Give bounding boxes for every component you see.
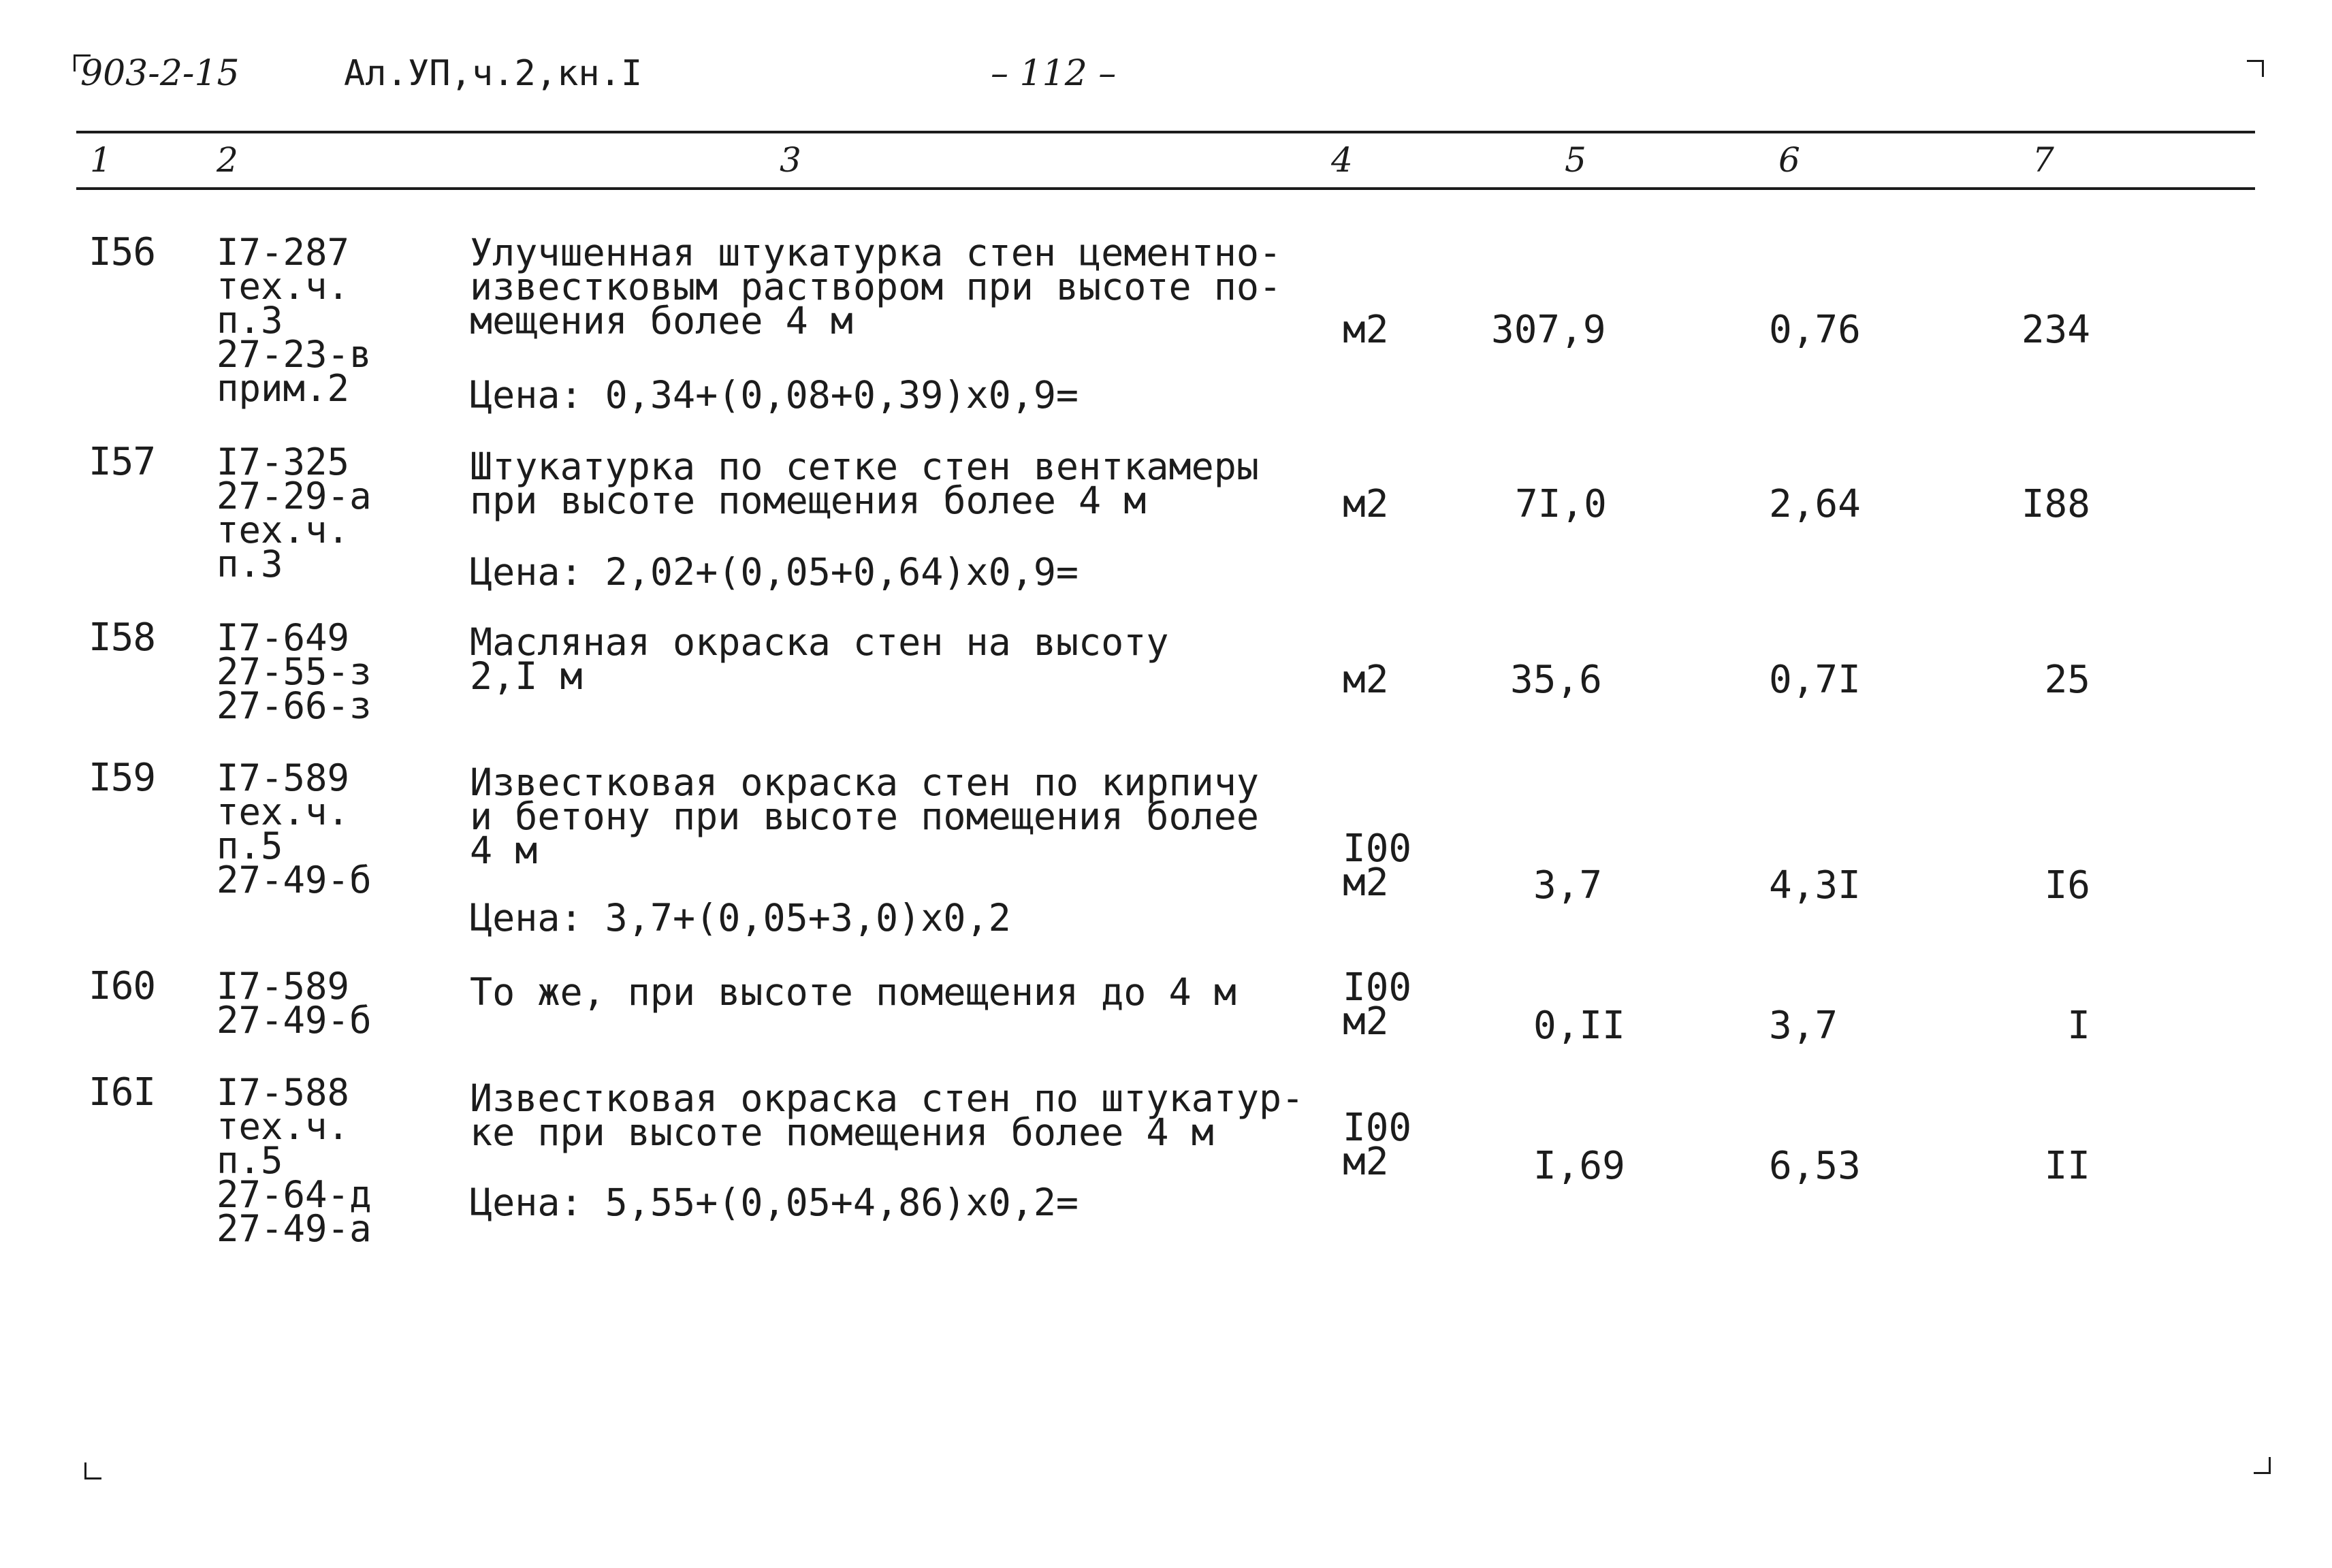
album-reference: Ал.УП,ч.2,кн.I: [344, 53, 643, 94]
work-description: Известковая окраска стен по штукатур- ке при высоте помещения более 4 м: [470, 1076, 1305, 1154]
column-header-6: 6: [1778, 140, 1800, 180]
unit-price: 6,53: [1769, 1144, 1861, 1188]
unit-price: 2,64: [1769, 482, 1861, 526]
crop-mark-top-left: [74, 54, 91, 71]
column-header-7: 7: [2032, 140, 2054, 180]
column-header-1: 1: [90, 140, 112, 180]
total-cost: II: [2044, 1144, 2090, 1188]
row-number: I59: [89, 756, 156, 800]
norm-reference: I7-287 тех.ч. п.3 27-23-в прим.2: [217, 231, 372, 410]
unit: м2: [1343, 308, 1389, 352]
work-description: Штукатурка по сетке стен венткамеры при высоте помещения более 4 м: [470, 445, 1259, 522]
quantity: 3,7: [1533, 863, 1603, 908]
column-header-2: 2: [217, 140, 238, 180]
page-number: – 112 –: [991, 53, 1117, 94]
document-code: 903-2-15: [80, 53, 240, 94]
table-header-rule: [76, 187, 2255, 190]
unit-price: 4,3I: [1769, 863, 1861, 908]
column-header-5: 5: [1565, 140, 1586, 180]
total-cost: I6: [2044, 863, 2090, 908]
work-description: Известковая окраска стен по кирпичу и бетону при высоте помещения более 4 м: [470, 761, 1259, 872]
crop-mark-bottom-right: [2254, 1457, 2271, 1474]
unit: м2: [1343, 658, 1389, 702]
quantity: 307,9: [1491, 308, 1606, 352]
norm-reference: I7-649 27-55-з 27-66-з: [217, 616, 372, 727]
total-cost: 25: [2044, 658, 2090, 702]
price-formula: Цена: 0,34+(0,08+0,39)х0,9=: [470, 373, 1079, 417]
work-description: Масляная окраска стен на высоту 2,I м: [470, 620, 1169, 698]
unit: м2: [1343, 482, 1389, 526]
norm-reference: I7-589 тех.ч. п.5 27-49-б: [217, 756, 372, 901]
row-number: I56: [89, 230, 156, 274]
work-description: То же, при высоте помещения до 4 м: [470, 970, 1236, 1014]
table-top-rule: [76, 131, 2255, 133]
quantity: I,69: [1533, 1144, 1625, 1188]
unit-price: 0,76: [1769, 308, 1861, 352]
work-description: Улучшенная штукатурка стен цементно- известковым раствором при высоте по- мещения более 4 м: [470, 231, 1282, 342]
quantity: 35,6: [1510, 658, 1602, 702]
price-formula: Цена: 5,55+(0,05+4,86)х0,2=: [470, 1181, 1079, 1224]
quantity: 0,II: [1533, 1004, 1625, 1048]
total-cost: I: [2067, 1004, 2090, 1048]
norm-reference: I7-325 27-29-а тех.ч. п.3: [217, 441, 372, 586]
unit-price: 3,7: [1769, 1004, 1838, 1048]
price-formula: Цена: 3,7+(0,05+3,0)х0,2: [470, 896, 1011, 940]
column-header-4: 4: [1331, 140, 1353, 180]
column-header-3: 3: [780, 140, 801, 180]
total-cost: 234: [2021, 308, 2090, 352]
row-number: I60: [89, 964, 156, 1008]
norm-reference: I7-588 тех.ч. п.5 27-64-д 27-49-а: [217, 1071, 372, 1250]
price-formula: Цена: 2,02+(0,05+0,64)х0,9=: [470, 550, 1079, 594]
crop-mark-top-right: [2247, 60, 2264, 77]
row-number: I57: [89, 440, 156, 484]
row-number: I6I: [89, 1070, 156, 1115]
total-cost: I88: [2021, 482, 2090, 526]
norm-reference: I7-589 27-49-б: [217, 965, 372, 1042]
crop-mark-bottom-left: [84, 1462, 101, 1479]
row-number: I58: [89, 615, 156, 660]
unit: I00 м2: [1343, 965, 1412, 1044]
quantity: 7I,0: [1515, 482, 1607, 526]
unit: I00 м2: [1343, 1106, 1412, 1184]
unit: I00 м2: [1343, 827, 1412, 905]
unit-price: 0,7I: [1769, 658, 1861, 702]
